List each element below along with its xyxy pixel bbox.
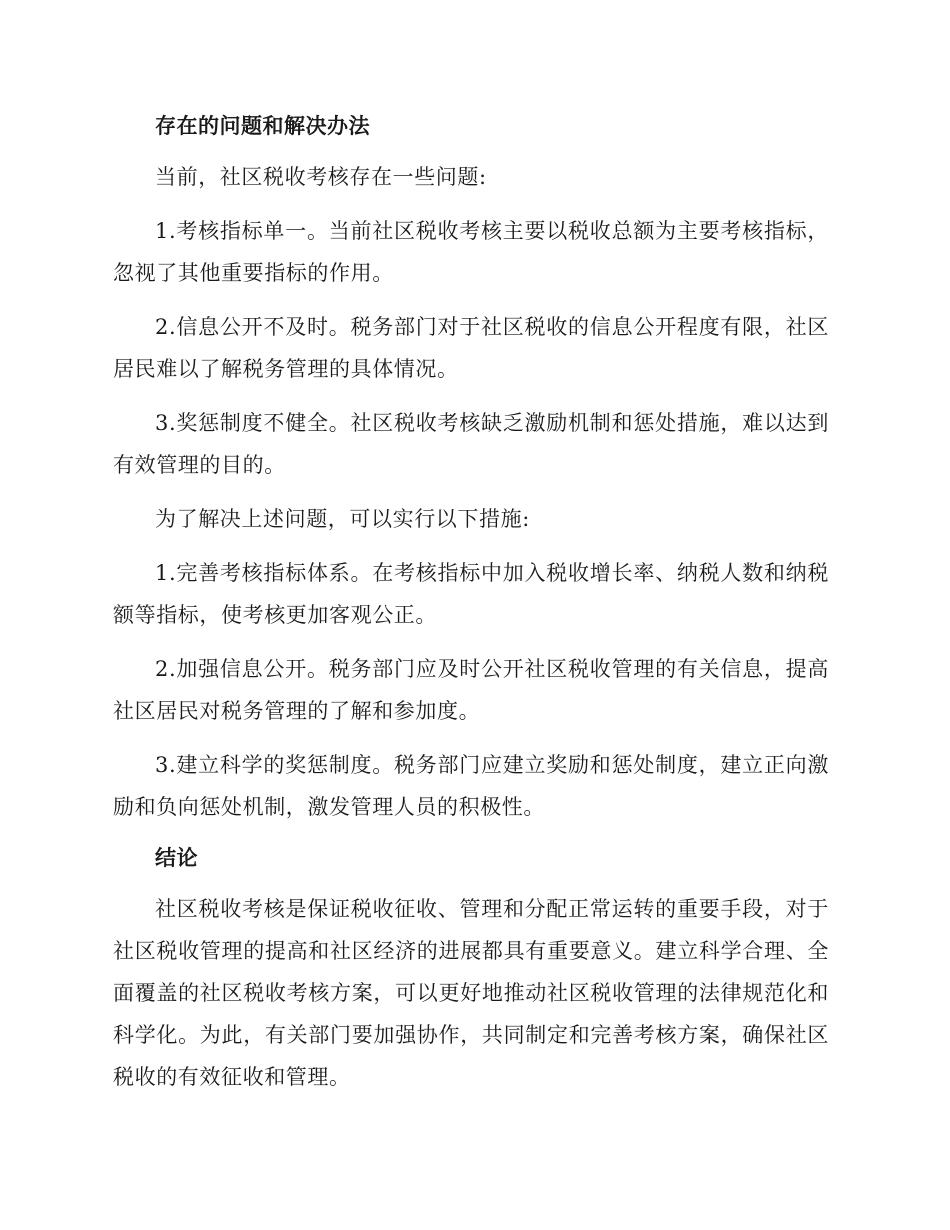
paragraph: 当前，社区税收考核存在一些问题: — [155, 165, 487, 189]
section-heading-problems: 存在的问题和解决办法 — [155, 114, 370, 138]
paragraph: 社区税收考核是保证税收征收、管理和分配正常运转的重要手段，对于社区税收管理的提高和社区经济的进展都具有重要意义。建立科学合理、全面覆盖的社区税收考核方案，可以更好地推动社区税收管理的法律规范化和科学化。为此，有关部门要加强协作，共同制定和完善考核方案，确保社区税收的有效征收和管理。 — [113, 897, 829, 1089]
paragraph: 1.完善考核指标体系。在考核指标中加入税收增长率、纳税人数和纳税额等指标，使考核更加客观公正。 — [113, 561, 829, 627]
section-heading-conclusion: 结论 — [155, 846, 198, 870]
document-body — [113, 108, 829, 1110]
paragraph: 2.加强信息公开。税务部门应及时公开社区税收管理的有关信息，提高社区居民对税务管理的了解和参加度。 — [113, 657, 829, 723]
paragraph: 1.考核指标单一。当前社区税收考核主要以税收总额为主要考核指标，忽视了其他重要指标的作用。 — [113, 219, 829, 285]
paragraph: 3.奖惩制度不健全。社区税收考核缺乏激励机制和惩处措施，难以达到有效管理的目的。 — [113, 411, 829, 477]
paragraph: 为了解决上述问题，可以实行以下措施: — [155, 507, 530, 531]
paragraph: 3.建立科学的奖惩制度。税务部门应建立奖励和惩处制度，建立正向激励和负向惩处机制，激发管理人员的积极性。 — [113, 753, 829, 819]
paragraph: 2.信息公开不及时。税务部门对于社区税收的信息公开程度有限，社区居民难以了解税务管理的具体情况。 — [113, 315, 829, 381]
